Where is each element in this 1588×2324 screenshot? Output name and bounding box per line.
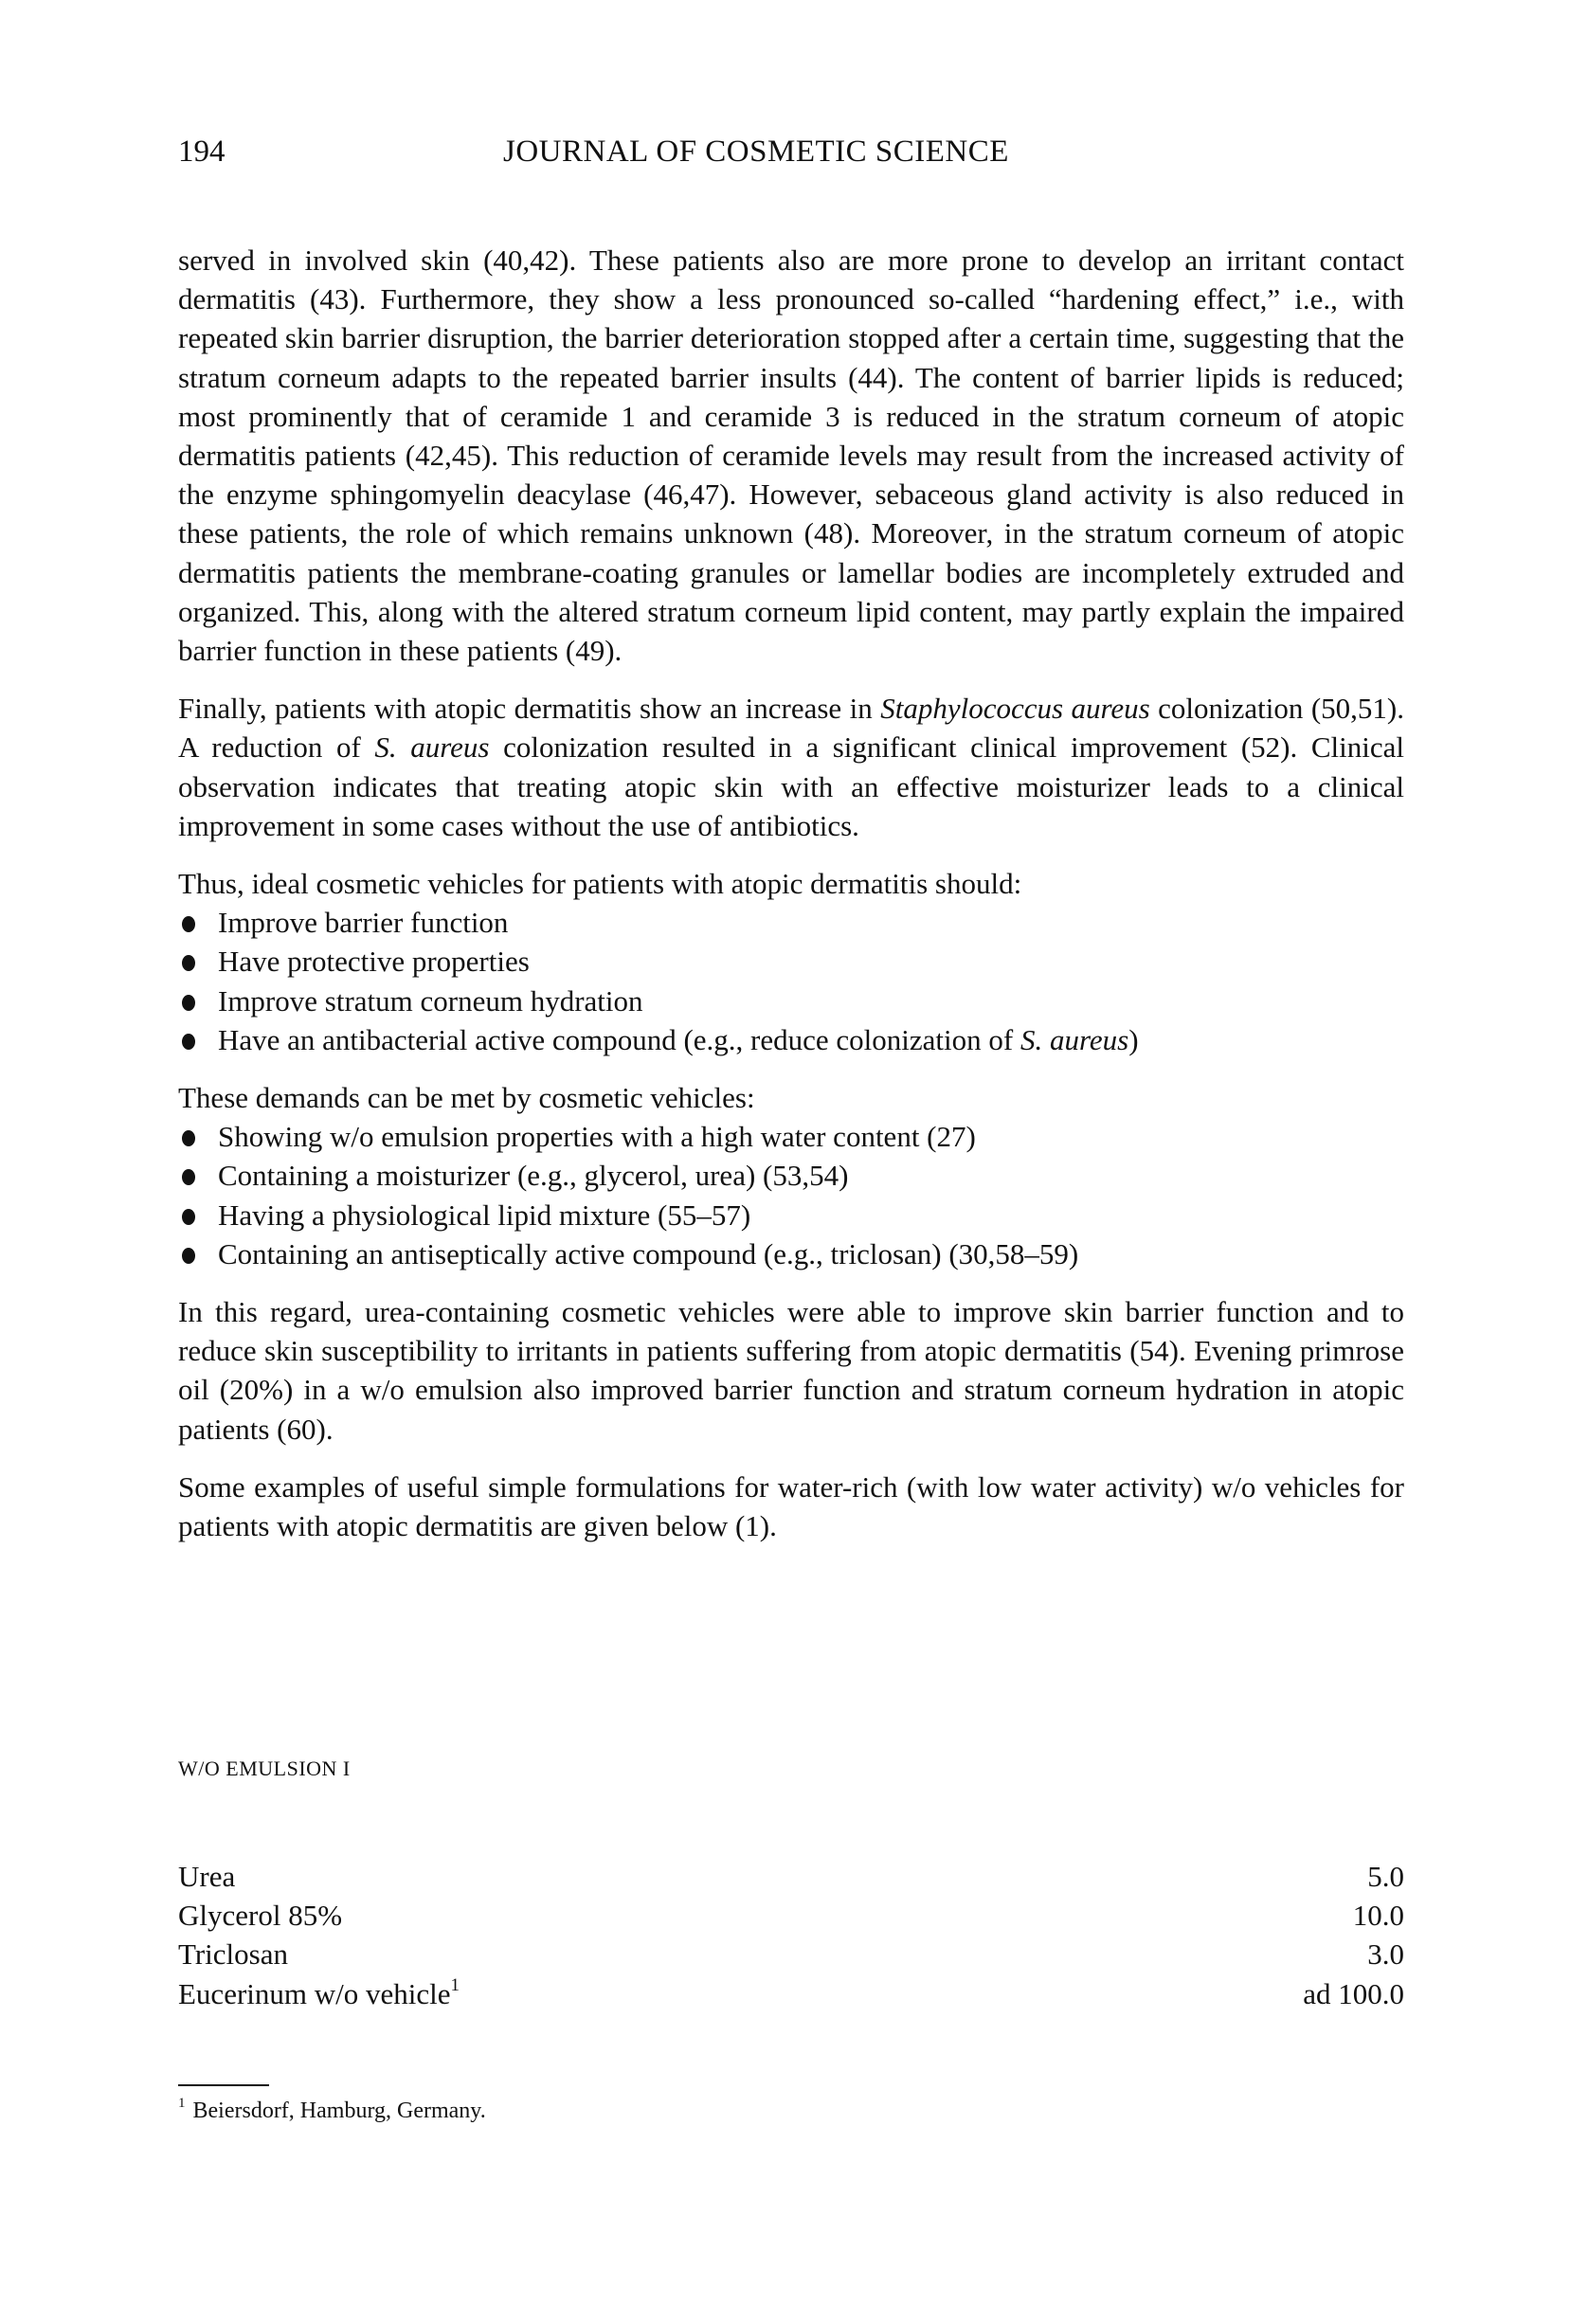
formulation-table	[178, 1857, 1404, 2013]
ingredient-name: Urea	[178, 1860, 236, 1893]
ingredient-name: Glycerol 85%	[178, 1899, 343, 1933]
footnote-reference[interactable]: 1	[450, 1974, 460, 1995]
table-row	[178, 1857, 1404, 1896]
bullet-icon	[182, 916, 195, 932]
list-item	[178, 903, 1404, 942]
ingredient-amount: 3.0	[1367, 1937, 1404, 1972]
running-head	[178, 133, 1404, 171]
list-item	[178, 1020, 1404, 1059]
vehicle-demands-list	[178, 1117, 1404, 1273]
ingredient-amount: 10.0	[1352, 1899, 1404, 1933]
bullet-icon	[182, 1209, 195, 1225]
table-row	[178, 1935, 1404, 1973]
list-item-text: Improve stratum corneum hydration	[218, 983, 643, 1018]
list-item-text: Containing a moisturizer (e.g., glycerol, urea) (53,54)	[218, 1159, 849, 1193]
ingredient-name-cell	[178, 1974, 460, 2013]
paragraph-urea-vehicles: In this regard, urea-containing cosmetic vehicles were able to improve skin barrier function and to reduce skin susceptibility to irritants in patients suffering from atopic dermatitis (54). Evening primrose oil (20%) in a w/o emulsion also improved barrier function and stratum corneum hydration in atopic patients (60).	[178, 1295, 1404, 1446]
list-intro-demands: These demands can be met by cosmetic vehicles:	[178, 1081, 755, 1115]
list-item	[178, 1156, 1404, 1195]
ingredient-amount: ad 100.0	[1303, 1976, 1404, 2010]
list-item-text: Having a physiological lipid mixture (55–57)	[218, 1198, 751, 1232]
ideal-vehicle-list	[178, 903, 1404, 1059]
paragraph-staph-aureus	[178, 689, 1404, 845]
bullet-icon	[182, 955, 195, 971]
list-intro-ideal-vehicles: Thus, ideal cosmetic vehicles for patients with atopic dermatitis should:	[178, 867, 1022, 901]
formulation-title: W/O EMULSION I	[178, 1757, 351, 1780]
italic-species-name: Staphylococcus aureus	[880, 692, 1150, 726]
footnote-text: Beiersdorf, Hamburg, Germany.	[192, 2099, 486, 2123]
body-text	[178, 241, 1404, 1545]
list-item	[178, 982, 1404, 1020]
paragraph-formulation-intro: Some examples of useful simple formulations for water-rich (with low water activity) w/o vehicles for patients with atopic dermatitis are given below (1).	[178, 1469, 1404, 1543]
bullet-icon	[182, 995, 195, 1011]
italic-species-abbrev: S. aureus	[374, 730, 490, 765]
bullet-icon	[182, 1130, 195, 1146]
list-item-text-end: )	[1128, 1022, 1139, 1056]
text-segment: colonization resulted in a significant clinical improvement (52). Clinical observation indicates that treating atopic skin with an effective moisturizer leads to a clinical improvement in some cases without the use of antibiotics.	[178, 730, 1404, 842]
text-segment: Finally, patients with atopic dermatitis show an increase in	[178, 692, 881, 726]
paragraph-barrier-lipids: served in involved skin (40,42). These patients also are more prone to develop an irritant contact dermatitis (43). Furthermore, they show a less pronounced so-called “hardening effect,” i.e., with repeated skin barrier disruption, the barrier deterioration stopped after a certain time, suggesting that the stratum corneum adapts to the repeated barrier insults (44). The content of barrier lipids is reduced; most prominently that of ceramide 1 and ceramide 3 is reduced in the stratum corneum of atopic dermatitis patients (42,45). This reduction of ceramide levels may result from the increased activity of the enzyme sphingomyelin deacylase (46,47). However, sebaceous gland activity is also reduced in these patients, the role of which remains unknown (48). Moreover, in the stratum corneum of atopic dermatitis patients the membrane-coating granules or lamellar bodies are incompletely extruded and organized. This, along with the altered stratum corneum lipid content, may partly explain the impaired barrier function in these patients (49).	[178, 243, 1404, 668]
list-item	[178, 1117, 1404, 1156]
list-item-text: Have protective properties	[218, 945, 530, 979]
page-number: 194	[178, 135, 226, 169]
list-item	[178, 1196, 1404, 1234]
list-item-text: Showing w/o emulsion properties with a high water content (27)	[218, 1120, 976, 1154]
list-item-text: Containing an antiseptically active compound (e.g., triclosan) (30,58–59)	[218, 1236, 1079, 1270]
journal-title: JOURNAL OF COSMETIC SCIENCE	[503, 135, 1009, 169]
footnote	[178, 2096, 486, 2126]
bullet-icon	[182, 1034, 195, 1050]
italic-species-abbrev: S. aureus	[1020, 1022, 1129, 1056]
text-segment: colonization (50,51). A reduction of	[178, 692, 1404, 765]
list-item	[178, 1234, 1404, 1273]
table-row	[178, 1974, 1404, 2013]
footnote-marker: 1	[178, 2096, 186, 2111]
list-item-text: Have an antibacterial active compound (e.g., reduce colonization of	[218, 1022, 1020, 1056]
ingredient-name: Eucerinum w/o vehicle	[178, 1976, 451, 2010]
list-item	[178, 942, 1404, 981]
footnote-divider	[178, 2084, 269, 2086]
ingredient-name: Triclosan	[178, 1937, 288, 1972]
table-row	[178, 1896, 1404, 1935]
list-item-text: Improve barrier function	[218, 906, 509, 940]
ingredient-amount: 5.0	[1367, 1860, 1404, 1893]
bullet-icon	[182, 1248, 195, 1264]
bullet-icon	[182, 1169, 195, 1185]
